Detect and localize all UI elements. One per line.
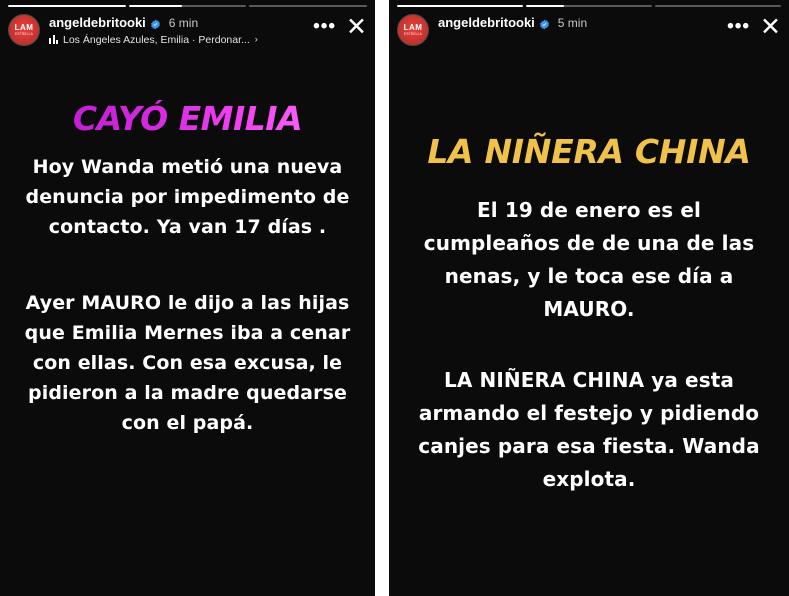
story-header-actions <box>727 13 781 41</box>
music-note-icon <box>49 35 58 44</box>
timestamp: 6 min <box>168 15 199 30</box>
progress-segment[interactable] <box>526 5 652 7</box>
avatar[interactable] <box>8 14 40 46</box>
close-icon[interactable]: ✕ <box>346 13 367 41</box>
avatar-label: LAM <box>403 22 423 32</box>
story-panel-left[interactable] <box>0 0 375 596</box>
story-header <box>8 14 367 56</box>
story-header-actions <box>313 13 367 41</box>
story-progress-bar <box>8 5 367 7</box>
verified-badge-icon <box>150 17 161 28</box>
music-attribution[interactable] <box>49 33 313 46</box>
avatar[interactable] <box>397 14 429 46</box>
verified-badge-icon <box>539 17 550 28</box>
story-author-line <box>438 14 727 31</box>
username[interactable]: angeldebritooki <box>49 15 146 30</box>
more-options-icon[interactable]: ••• <box>727 16 751 37</box>
story-title: LA NIÑERA CHINA <box>427 132 751 171</box>
progress-segment[interactable] <box>249 5 367 7</box>
avatar-label: LAM <box>14 22 34 32</box>
story-panel-right[interactable] <box>389 0 789 596</box>
progress-segment[interactable] <box>655 5 781 7</box>
progress-segment[interactable] <box>129 5 247 7</box>
panel-divider <box>375 0 389 596</box>
story-content-right <box>389 62 789 596</box>
close-icon[interactable]: ✕ <box>760 13 781 41</box>
story-paragraph-2: Ayer MAURO le dijo a las hijas que Emilia Mernes iba a cenar con ellas. Con esa excusa, le pidieron a la madre quedarse con el papá. <box>24 292 351 434</box>
story-content-left <box>0 62 375 596</box>
progress-segment[interactable] <box>397 5 523 7</box>
story-header-text <box>438 14 727 31</box>
story-paragraph-1: El 19 de enero es el cumpleaños de de una de las nenas, y le toca ese día a MAURO. <box>423 198 755 321</box>
more-options-icon[interactable]: ••• <box>313 16 337 37</box>
timestamp: 5 min <box>557 15 588 30</box>
avatar-sublabel: ESTRELLA <box>404 31 422 36</box>
story-header-text <box>49 14 313 46</box>
story-author-line <box>49 14 313 31</box>
chevron-right-icon: › <box>254 34 258 44</box>
music-text: Los Ángeles Azules, Emilia · Perdonar... <box>63 33 250 46</box>
story-title: CAYÓ EMILIA <box>72 99 303 138</box>
progress-segment[interactable] <box>8 5 126 7</box>
story-header <box>397 14 781 56</box>
username[interactable]: angeldebritooki <box>438 15 535 30</box>
story-paragraph-2: LA NIÑERA CHINA ya esta armando el festejo y pidiendo canjes para esa fiesta. Wanda explota. <box>418 368 760 491</box>
story-paragraph-1: Hoy Wanda metió una nueva denuncia por impedimento de contacto. Ya van 17 días . <box>25 156 350 238</box>
avatar-sublabel: ESTRELLA <box>15 31 33 36</box>
story-progress-bar <box>397 5 781 7</box>
